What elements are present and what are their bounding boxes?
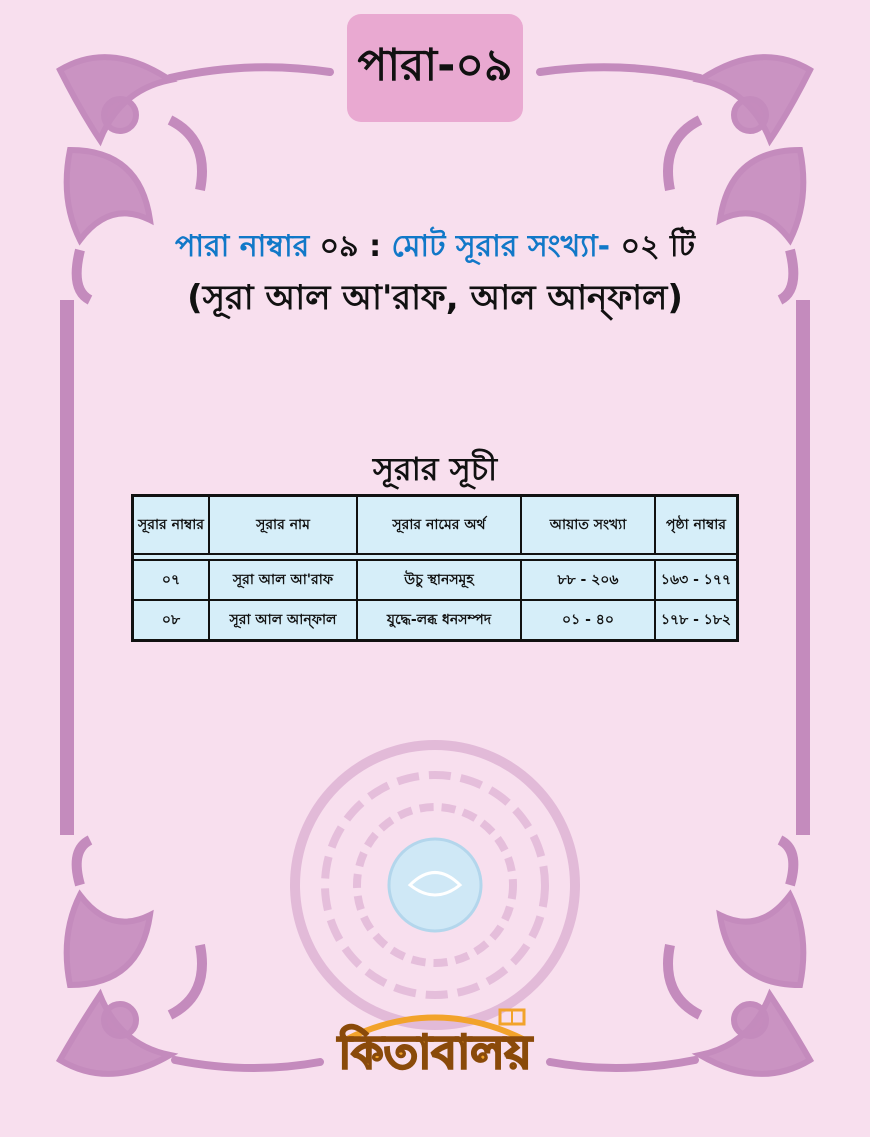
column-header: আয়াত সংখ্যা (521, 496, 655, 555)
surah-names-line: (সূরা আল আ'রাফ, আল আন্‌ফাল) (187, 278, 683, 318)
para-number-label: পারা নাম্বার (175, 229, 310, 264)
surah-index-table (131, 494, 739, 642)
column-header: সূরার নাম্বার (133, 496, 210, 555)
calligraphy-medallion (295, 745, 575, 1025)
surah-count-value: ০২ টি (620, 229, 695, 264)
column-header: সূরার নামের অর্থ (357, 496, 521, 555)
surah-count-label: মোট সূরার সংখ্যা- (391, 229, 621, 264)
para-label: পারা-০৯ (357, 39, 513, 91)
column-header: সূরার নাম (209, 496, 357, 555)
table-cell: ১৭৮ - ১৮২ (655, 600, 738, 641)
publisher-logo (330, 1000, 540, 1090)
table-cell: উচু স্থানসমূহ (357, 560, 521, 600)
table-row (133, 600, 738, 641)
para-summary-heading (0, 222, 870, 273)
table-cell: ০৭ (133, 560, 210, 600)
table-cell: ০১ - ৪০ (521, 600, 655, 641)
surah-list-title: সূরার সূচী (372, 450, 498, 488)
logo-text: কিতাবালয় (338, 1025, 532, 1079)
table-cell: ৮৮ - ২০৬ (521, 560, 655, 600)
table-cell: ০৮ (133, 600, 210, 641)
table-cell: সূরা আল আ'রাফ (209, 560, 357, 600)
table-cell: সূরা আল আন্‌ফাল (209, 600, 357, 641)
table-row (133, 560, 738, 600)
para-label-badge (347, 14, 523, 122)
table-cell: ১৬৩ - ১৭৭ (655, 560, 738, 600)
para-number-value: ০৯ : (309, 229, 392, 264)
table-cell: যুদ্ধে-লব্ধ ধনসম্পদ (357, 600, 521, 641)
column-header: পৃষ্ঠা নাম্বার (655, 496, 738, 555)
table-header-row (133, 496, 738, 555)
